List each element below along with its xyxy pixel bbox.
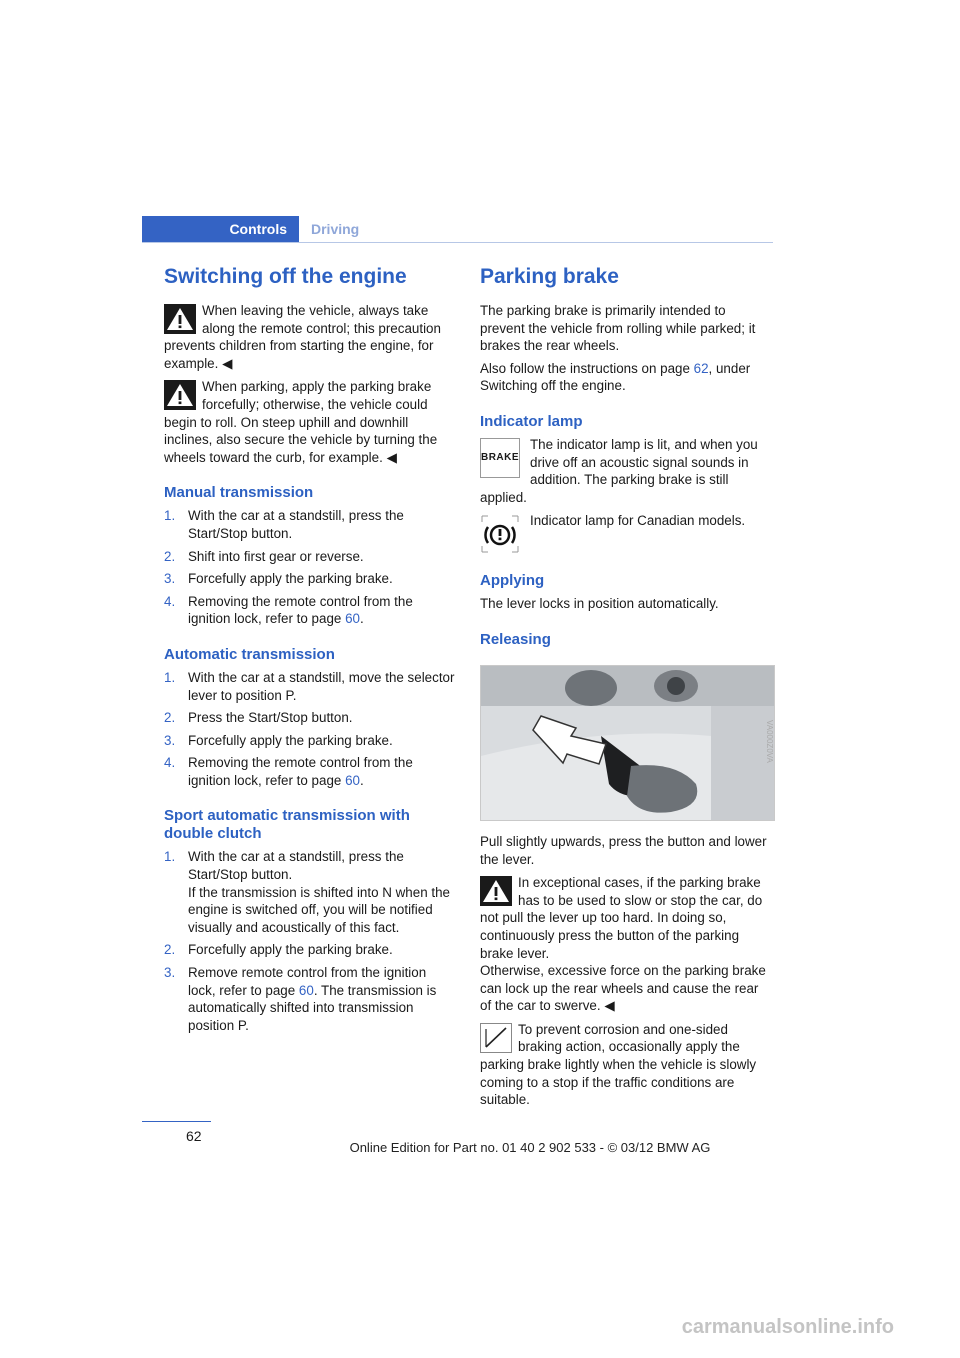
brake-icon-label: BRAKE: [480, 452, 520, 464]
warning-remote-control: [164, 302, 457, 372]
sport-steps: [164, 848, 457, 1034]
list-item: [164, 964, 457, 1034]
page-link[interactable]: 60: [345, 772, 360, 788]
end-mark: ◀: [386, 449, 397, 465]
left-column: [164, 262, 457, 1039]
note-arrow-icon: [480, 1023, 512, 1053]
step-text: Forcefully apply the parking brake.: [188, 942, 393, 958]
page-link[interactable]: 60: [345, 611, 360, 627]
step-text-end: .: [359, 611, 364, 627]
step-text: Press the Start/Stop button.: [188, 710, 353, 726]
page-link[interactable]: 60: [298, 982, 314, 998]
indicator-lamp-canada: [480, 512, 773, 554]
step-text: Shift into first gear or reverse.: [188, 548, 364, 564]
list-item: [164, 732, 457, 750]
canadian-text: Indicator lamp for Canadian models.: [530, 513, 746, 529]
warning-text: When parking, apply the parking brake forcefully; otherwise, the vehicle could begin to roll. On steep uphill and downhill inclines, also secure the vehicle by turning the wheels toward the curb, for example.: [164, 379, 438, 465]
list-item: [164, 941, 457, 959]
step-number: 3.: [164, 732, 176, 748]
step-text-end: . The transmission is automatically shifted into transmission position P.: [188, 982, 437, 1033]
warning-triangle-icon: [480, 876, 512, 906]
watermark: carmanualsonline.info: [681, 1316, 894, 1338]
page-link[interactable]: 62: [693, 360, 709, 376]
list-item: [164, 507, 457, 542]
switching-off-title: Switching off the engine: [164, 265, 407, 288]
step-text: With the car at a standstill, press the Start/Stop button.: [188, 508, 404, 541]
brake-warning-circle-icon: [480, 514, 520, 554]
list-item: [164, 593, 457, 628]
releasing-title: Releasing: [480, 630, 551, 648]
step-text: With the car at a standstill, move the selector lever to position P.: [188, 669, 455, 703]
automatic-steps: [164, 669, 457, 790]
applying-title: Applying: [480, 572, 545, 590]
list-item: [164, 848, 457, 936]
brake-indicator-icon: [480, 438, 520, 478]
step-number: 3.: [164, 965, 176, 981]
step-subtext: If the transmission is shifted into N when the engine is switched off, you will be notified visually and acoustically of this fact.: [188, 884, 450, 935]
step-text: Removing the remote control from the ignition lock, refer to page: [188, 593, 413, 627]
list-item: [164, 669, 457, 704]
step-number: 4.: [164, 593, 176, 609]
step-text: Removing the remote control from the ignition lock, refer to page: [188, 755, 413, 788]
page-header: [142, 216, 773, 243]
section-tab-controls: Controls: [142, 216, 299, 242]
end-mark: ◀: [604, 998, 615, 1014]
step-number: 3.: [164, 571, 176, 587]
parking-brake-title: Parking brake: [480, 265, 619, 288]
manual-steps: [164, 507, 457, 628]
note-text: To prevent corrosion and one-sided braking action, occasionally apply the parking brake lightly when the vehicle is slowly coming to a stop if the traffic conditions are suitable.: [480, 1021, 757, 1108]
edition-footer: Online Edition for Part no. 01 40 2 902 533 - © 03/12 BMW AG: [349, 1140, 711, 1155]
step-number: 2.: [164, 710, 176, 726]
section-tab-driving: Driving: [311, 221, 360, 237]
list-item: [164, 570, 457, 588]
list-item: [164, 754, 457, 789]
step-text: Remove remote control from the ignition lock, refer to page: [188, 965, 427, 998]
applying-text: The lever locks in position automatically.: [480, 596, 719, 612]
releasing-text: Pull slightly upwards, press the button and lower the lever.: [480, 833, 767, 867]
warning-exceptional-cases: [480, 874, 773, 1015]
parking-brake-lever-photo: [480, 665, 775, 821]
step-number: 2.: [164, 942, 176, 958]
step-number: 1.: [164, 669, 176, 685]
warning-text-continued: Otherwise, excessive force on the parking brake can lock up the rear wheels and cause the rear of the car to swerve.: [480, 963, 766, 1014]
note-corrosion: [480, 1021, 773, 1109]
list-item: [164, 548, 457, 566]
step-number: 4.: [164, 755, 176, 771]
parking-brake-intro: The parking brake is primarily intended to prevent the vehicle from rolling while parked; it brakes the rear wheels.: [480, 303, 756, 354]
step-text: With the car at a standstill, press the Start/Stop button.: [188, 849, 404, 883]
step-text-end: .: [359, 772, 364, 788]
manual-transmission-title: Manual transmission: [164, 484, 314, 502]
end-mark: ◀: [222, 355, 233, 371]
list-item: [164, 709, 457, 727]
step-number: 2.: [164, 548, 176, 564]
page-number: 62: [186, 1128, 202, 1144]
sport-transmission-title: Sport automatic transmission with double clutch: [164, 807, 410, 843]
automatic-transmission-title: Automatic transmission: [164, 645, 335, 663]
step-number: 1.: [164, 849, 176, 865]
warning-text: In exceptional cases, if the parking brake has to be used to slow or stop the car, do not pull the lever up too hard. In doing so, continuously press the button of the parking brake lever.: [480, 875, 763, 961]
indicator-text: The indicator lamp is lit, and when you drive off an acoustic signal sounds in addition. The parking brake is still applied.: [480, 436, 758, 505]
step-text: Forcefully apply the parking brake.: [188, 732, 393, 748]
step-number: 1.: [164, 508, 176, 524]
indicator-lamp-title: Indicator lamp: [480, 412, 583, 430]
warning-parking-brake: [164, 378, 457, 466]
warning-triangle-icon: [164, 380, 196, 410]
reference-text-end: , under Switching off the engine.: [480, 360, 751, 394]
image-code: VA000Z0VA: [765, 720, 774, 763]
right-column: [480, 262, 773, 1115]
parking-brake-reference: [480, 360, 773, 395]
warning-triangle-icon: [164, 304, 196, 334]
reference-text: Also follow the instructions on page: [480, 360, 694, 376]
warning-text: When leaving the vehicle, always take along the remote control; this precaution prevents children from starting the engine, for example.: [164, 303, 441, 371]
footer-divider: [142, 1121, 211, 1122]
indicator-lamp-brake: [480, 436, 773, 506]
step-text: Forcefully apply the parking brake.: [188, 571, 393, 587]
